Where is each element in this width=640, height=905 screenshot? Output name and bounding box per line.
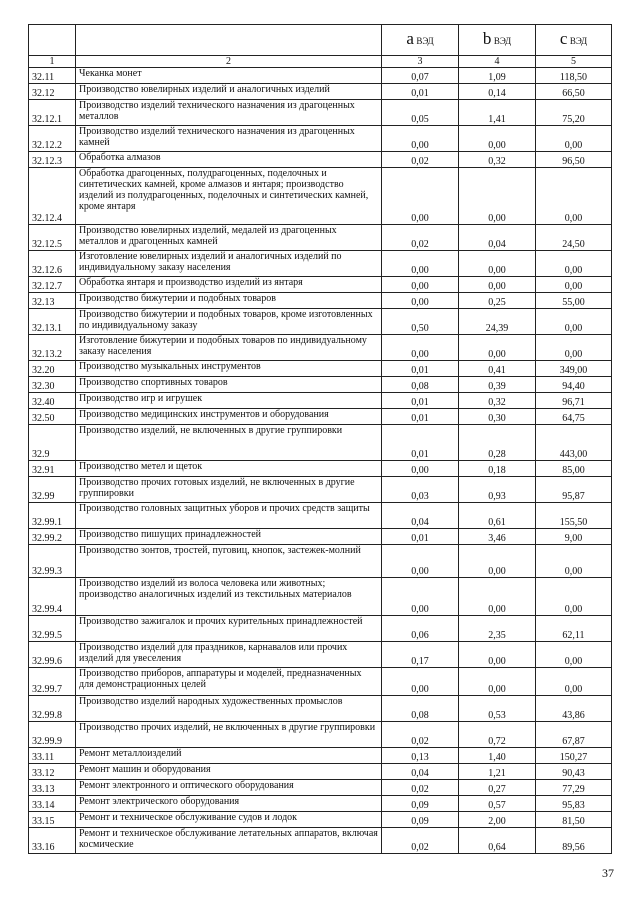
row-value-a: 0,02: [382, 780, 459, 796]
row-value-b: 0,32: [459, 152, 536, 168]
row-name: Обработка янтаря и производство изделий из янтаря: [76, 277, 382, 293]
row-name: Производство метел и щеток: [76, 461, 382, 477]
row-value-b: 0,30: [459, 409, 536, 425]
row-value-b: 0,14: [459, 84, 536, 100]
row-value-b: 1,21: [459, 764, 536, 780]
row-value-c: 0,00: [536, 668, 612, 696]
row-value-b: 0,00: [459, 335, 536, 361]
coefficients-table: [28, 24, 612, 854]
row-value-b: 0,04: [459, 225, 536, 251]
row-name: Обработка алмазов: [76, 152, 382, 168]
header-name: [76, 25, 382, 56]
row-value-a: 0,00: [382, 277, 459, 293]
column-index-row: [29, 56, 612, 68]
row-code: 33.11: [29, 748, 76, 764]
row-value-a: 0,08: [382, 696, 459, 722]
row-value-a: 0,00: [382, 335, 459, 361]
row-code: 32.9: [29, 425, 76, 461]
table-row: [29, 828, 612, 854]
row-value-b: 0,53: [459, 696, 536, 722]
table-row: [29, 503, 612, 529]
table-row: [29, 461, 612, 477]
row-value-a: 0,01: [382, 393, 459, 409]
row-value-b: 1,09: [459, 68, 536, 84]
header-a-sub: ВЭД: [416, 36, 434, 46]
row-name: Обработка драгоценных, полудрагоценных, поделочных и синтетических камней, кроме алмазов и янтаря; производство изделий из полудрагоценных, поделочных и синтетических камней, кроме янтаря: [76, 168, 382, 225]
row-code: 32.13.2: [29, 335, 76, 361]
header-b: [459, 25, 536, 56]
row-code: 32.50: [29, 409, 76, 425]
row-code: 32.12.4: [29, 168, 76, 225]
table-row: [29, 168, 612, 225]
header-c-main: c: [559, 29, 568, 48]
row-value-c: 0,00: [536, 309, 612, 335]
row-value-b: 24,39: [459, 309, 536, 335]
row-value-b: 0,00: [459, 545, 536, 578]
row-value-a: 0,50: [382, 309, 459, 335]
row-code: 33.16: [29, 828, 76, 854]
header-a: [382, 25, 459, 56]
row-value-c: 95,87: [536, 477, 612, 503]
row-value-b: 2,00: [459, 812, 536, 828]
row-value-b: 0,57: [459, 796, 536, 812]
table-row: [29, 126, 612, 152]
row-value-a: 0,01: [382, 361, 459, 377]
row-value-c: 64,75: [536, 409, 612, 425]
row-code: 32.99.8: [29, 696, 76, 722]
row-value-a: 0,02: [382, 225, 459, 251]
row-code: 33.15: [29, 812, 76, 828]
row-name: Ремонт электронного и оптического оборудования: [76, 780, 382, 796]
row-value-c: 62,11: [536, 616, 612, 642]
row-name: Производство медицинских инструментов и оборудования: [76, 409, 382, 425]
row-value-c: 55,00: [536, 293, 612, 309]
row-value-c: 96,50: [536, 152, 612, 168]
row-value-b: 0,25: [459, 293, 536, 309]
row-name: Производство изделий из волоса человека или животных; производство аналогичных изделий из текстильных материалов: [76, 578, 382, 616]
table-row: [29, 361, 612, 377]
header-c: [536, 25, 612, 56]
row-code: 32.13: [29, 293, 76, 309]
row-name: Производство изделий для праздников, карнавалов или прочих изделий для увеселения: [76, 642, 382, 668]
header-row: [29, 25, 612, 56]
row-value-c: 89,56: [536, 828, 612, 854]
row-value-c: 0,00: [536, 335, 612, 361]
row-code: 32.12.2: [29, 126, 76, 152]
table-row: [29, 578, 612, 616]
row-code: 32.99.7: [29, 668, 76, 696]
row-value-c: 90,43: [536, 764, 612, 780]
row-value-c: 118,50: [536, 68, 612, 84]
table-row: [29, 722, 612, 748]
row-value-c: 81,50: [536, 812, 612, 828]
row-name: Производство музыкальных инструментов: [76, 361, 382, 377]
row-value-b: 0,39: [459, 377, 536, 393]
row-value-a: 0,00: [382, 461, 459, 477]
row-name: Ремонт и техническое обслуживание судов и лодок: [76, 812, 382, 828]
row-value-b: 0,00: [459, 668, 536, 696]
table-row: [29, 225, 612, 251]
row-value-b: 0,00: [459, 251, 536, 277]
row-value-a: 0,07: [382, 68, 459, 84]
row-name: Ремонт и техническое обслуживание летательных аппаратов, включая космические: [76, 828, 382, 854]
row-code: 32.12.5: [29, 225, 76, 251]
table-row: [29, 642, 612, 668]
column-index: 2: [76, 56, 382, 68]
row-name: Изготовление бижутерии и подобных товаров по индивидуальному заказу населения: [76, 335, 382, 361]
table-row: [29, 812, 612, 828]
row-value-a: 0,13: [382, 748, 459, 764]
header-code: [29, 25, 76, 56]
row-code: 32.99.5: [29, 616, 76, 642]
row-value-c: 150,27: [536, 748, 612, 764]
table-row: [29, 616, 612, 642]
row-value-c: 85,00: [536, 461, 612, 477]
row-value-a: 0,06: [382, 616, 459, 642]
row-value-a: 0,02: [382, 152, 459, 168]
row-value-c: 0,00: [536, 251, 612, 277]
row-value-c: 0,00: [536, 578, 612, 616]
table-row: [29, 100, 612, 126]
row-value-c: 155,50: [536, 503, 612, 529]
row-name: Изготовление ювелирных изделий и аналогичных изделий по индивидуальному заказу населения: [76, 251, 382, 277]
row-code: 32.12.6: [29, 251, 76, 277]
row-code: 32.91: [29, 461, 76, 477]
row-code: 32.99.4: [29, 578, 76, 616]
row-value-a: 0,01: [382, 84, 459, 100]
row-name: Производство бижутерии и подобных товаров, кроме изготовленных по индивидуальному заказу: [76, 309, 382, 335]
table-row: [29, 425, 612, 461]
row-name: Производство пишущих принадлежностей: [76, 529, 382, 545]
row-name: Производство изделий, не включенных в другие группировки: [76, 425, 382, 461]
row-value-c: 0,00: [536, 126, 612, 152]
row-value-c: 0,00: [536, 545, 612, 578]
table-row: [29, 293, 612, 309]
row-name: Производство изделий технического назначения из драгоценных камней: [76, 126, 382, 152]
row-value-a: 0,08: [382, 377, 459, 393]
row-value-b: 0,61: [459, 503, 536, 529]
table-row: [29, 393, 612, 409]
row-value-b: 0,27: [459, 780, 536, 796]
row-value-b: 0,72: [459, 722, 536, 748]
row-value-c: 75,20: [536, 100, 612, 126]
table-row: [29, 780, 612, 796]
row-code: 32.20: [29, 361, 76, 377]
row-code: 33.12: [29, 764, 76, 780]
row-name: Производство приборов, аппаратуры и моделей, предназначенных для демонстрационных целей: [76, 668, 382, 696]
table-row: [29, 529, 612, 545]
row-code: 32.13.1: [29, 309, 76, 335]
row-code: 32.99: [29, 477, 76, 503]
row-value-b: 0,00: [459, 277, 536, 293]
row-name: Ремонт металлоизделий: [76, 748, 382, 764]
row-name: Производство спортивных товаров: [76, 377, 382, 393]
row-name: Чеканка монет: [76, 68, 382, 84]
row-code: 32.99.1: [29, 503, 76, 529]
row-value-c: 24,50: [536, 225, 612, 251]
row-value-b: 3,46: [459, 529, 536, 545]
header-b-main: b: [482, 29, 492, 48]
row-code: 32.12.1: [29, 100, 76, 126]
row-value-a: 0,00: [382, 545, 459, 578]
table-row: [29, 68, 612, 84]
row-value-a: 0,05: [382, 100, 459, 126]
row-value-c: 94,40: [536, 377, 612, 393]
row-value-b: 1,41: [459, 100, 536, 126]
row-code: 32.99.6: [29, 642, 76, 668]
table-row: [29, 668, 612, 696]
table-row: [29, 152, 612, 168]
row-code: 32.30: [29, 377, 76, 393]
row-value-c: 95,83: [536, 796, 612, 812]
column-index: 4: [459, 56, 536, 68]
row-value-a: 0,02: [382, 722, 459, 748]
row-name: Производство бижутерии и подобных товаров: [76, 293, 382, 309]
table-row: [29, 545, 612, 578]
table-row: [29, 277, 612, 293]
row-value-b: 0,18: [459, 461, 536, 477]
row-code: 32.99.2: [29, 529, 76, 545]
row-value-b: 0,32: [459, 393, 536, 409]
row-code: 32.12: [29, 84, 76, 100]
row-value-c: 0,00: [536, 277, 612, 293]
row-name: Производство изделий народных художественных промыслов: [76, 696, 382, 722]
row-value-a: 0,01: [382, 409, 459, 425]
row-value-a: 0,02: [382, 828, 459, 854]
row-value-c: 349,00: [536, 361, 612, 377]
row-code: 32.12.3: [29, 152, 76, 168]
row-name: Ремонт электрического оборудования: [76, 796, 382, 812]
row-name: Производство прочих изделий, не включенных в другие группировки: [76, 722, 382, 748]
table-row: [29, 696, 612, 722]
row-value-c: 443,00: [536, 425, 612, 461]
row-value-b: 0,00: [459, 578, 536, 616]
row-value-a: 0,01: [382, 425, 459, 461]
table-row: [29, 748, 612, 764]
row-value-b: 0,00: [459, 168, 536, 225]
row-value-c: 0,00: [536, 168, 612, 225]
row-value-c: 9,00: [536, 529, 612, 545]
table-row: [29, 796, 612, 812]
row-value-a: 0,17: [382, 642, 459, 668]
row-name: Производство прочих готовых изделий, не включенных в другие группировки: [76, 477, 382, 503]
row-value-a: 0,01: [382, 529, 459, 545]
row-value-c: 96,71: [536, 393, 612, 409]
row-value-b: 0,00: [459, 126, 536, 152]
row-value-a: 0,04: [382, 764, 459, 780]
row-code: 32.99.3: [29, 545, 76, 578]
row-value-a: 0,00: [382, 668, 459, 696]
column-index: 1: [29, 56, 76, 68]
table-row: [29, 251, 612, 277]
row-value-b: 0,93: [459, 477, 536, 503]
row-value-c: 77,29: [536, 780, 612, 796]
row-value-a: 0,09: [382, 796, 459, 812]
row-value-a: 0,03: [382, 477, 459, 503]
row-value-c: 66,50: [536, 84, 612, 100]
row-value-b: 1,40: [459, 748, 536, 764]
row-name: Ремонт машин и оборудования: [76, 764, 382, 780]
row-value-b: 0,28: [459, 425, 536, 461]
row-value-c: 43,86: [536, 696, 612, 722]
row-name: Производство игр и игрушек: [76, 393, 382, 409]
row-value-c: 0,00: [536, 642, 612, 668]
row-value-a: 0,00: [382, 168, 459, 225]
header-a-main: a: [406, 29, 414, 48]
row-code: 33.14: [29, 796, 76, 812]
row-value-b: 0,64: [459, 828, 536, 854]
row-value-a: 0,00: [382, 126, 459, 152]
column-index: 3: [382, 56, 459, 68]
row-code: 32.40: [29, 393, 76, 409]
row-code: 32.12.7: [29, 277, 76, 293]
row-value-a: 0,00: [382, 578, 459, 616]
row-name: Производство ювелирных изделий, медалей из драгоценных металлов и драгоценных камней: [76, 225, 382, 251]
table-row: [29, 764, 612, 780]
row-value-a: 0,00: [382, 251, 459, 277]
row-name: Производство зонтов, тростей, пуговиц, кнопок, застежек-молний: [76, 545, 382, 578]
column-index: 5: [536, 56, 612, 68]
row-code: 33.13: [29, 780, 76, 796]
row-value-a: 0,00: [382, 293, 459, 309]
row-name: Производство ювелирных изделий и аналогичных изделий: [76, 84, 382, 100]
row-value-a: 0,09: [382, 812, 459, 828]
row-name: Производство головных защитных уборов и прочих средств защиты: [76, 503, 382, 529]
table-row: [29, 335, 612, 361]
row-name: Производство изделий технического назначения из драгоценных металлов: [76, 100, 382, 126]
table-row: [29, 309, 612, 335]
table-row: [29, 84, 612, 100]
table-row: [29, 409, 612, 425]
page-number: 37: [602, 866, 614, 880]
row-code: 32.99.9: [29, 722, 76, 748]
row-name: Производство зажигалок и прочих курительных принадлежностей: [76, 616, 382, 642]
row-code: 32.11: [29, 68, 76, 84]
row-value-b: 0,41: [459, 361, 536, 377]
row-value-b: 0,00: [459, 642, 536, 668]
row-value-b: 2,35: [459, 616, 536, 642]
table-row: [29, 377, 612, 393]
table-row: [29, 477, 612, 503]
row-value-c: 67,87: [536, 722, 612, 748]
row-value-a: 0,04: [382, 503, 459, 529]
header-c-sub: ВЭД: [569, 36, 588, 46]
header-b-sub: ВЭД: [493, 36, 512, 46]
